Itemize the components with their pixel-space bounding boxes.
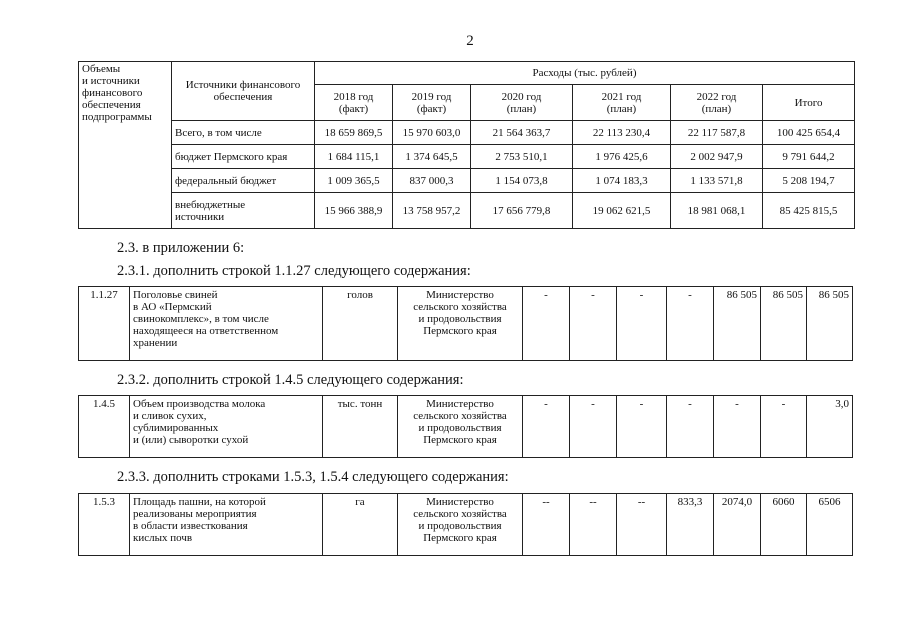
unit: га	[323, 494, 398, 556]
finance-row-header: Объемы и источники финансового обеспечения подпрограммы	[79, 62, 172, 229]
value-cell: --	[523, 494, 570, 556]
value-cell: -	[617, 396, 667, 458]
finance-cell: 1 374 645,5	[393, 145, 471, 169]
finance-cell: 22 113 230,4	[573, 121, 671, 145]
finance-cell: 15 970 603,0	[393, 121, 471, 145]
finance-cell: 21 564 363,7	[471, 121, 573, 145]
value-cell: -	[714, 396, 761, 458]
value-cell: --	[617, 494, 667, 556]
value-cell: 86 505	[761, 287, 807, 361]
paragraph-2-3: 2.3. в приложении 6:	[117, 240, 245, 256]
finance-cell: 5 208 194,7	[763, 169, 855, 193]
indicator-table-1-1-27	[78, 286, 853, 361]
source-label: Всего, в том числе	[172, 121, 315, 145]
value-cell: 833,3	[667, 494, 714, 556]
value-cell: 6060	[761, 494, 807, 556]
finance-cell: 9 791 644,2	[763, 145, 855, 169]
finance-cell: 22 117 587,8	[671, 121, 763, 145]
finance-cell: 18 659 869,5	[315, 121, 393, 145]
value-cell: --	[570, 494, 617, 556]
total-header: Итого	[763, 85, 855, 121]
finance-cell: 1 684 115,1	[315, 145, 393, 169]
finance-cell: 2 002 947,9	[671, 145, 763, 169]
value-cell: -	[617, 287, 667, 361]
indicator-table-1-4-5	[78, 395, 853, 458]
expenses-header: Расходы (тыс. рублей)	[315, 62, 855, 85]
indicator-name: Площадь пашни, на которой реализованы мероприятия в области известкования кислых почв	[130, 494, 323, 556]
paragraph-2-3-3: 2.3.3. дополнить строками 1.5.3, 1.5.4 следующего содержания:	[117, 469, 509, 485]
source-label: бюджет Пермского края	[172, 145, 315, 169]
value-cell: -	[523, 396, 570, 458]
row-number: 1.1.27	[79, 287, 130, 361]
source-label: федеральный бюджет	[172, 169, 315, 193]
finance-table	[78, 61, 855, 229]
finance-cell: 1 133 571,8	[671, 169, 763, 193]
finance-cell: 85 425 815,5	[763, 193, 855, 229]
value-cell: -	[523, 287, 570, 361]
value-cell: -	[667, 287, 714, 361]
year-header: 2021 год (план)	[573, 85, 671, 121]
unit: голов	[323, 287, 398, 361]
indicator-name: Поголовье свиней в АО «Пермский свинокомплекс», в том числе находящееся на ответственном хранении	[130, 287, 323, 361]
value-cell: -	[570, 396, 617, 458]
finance-cell: 2 753 510,1	[471, 145, 573, 169]
finance-cell: 13 758 957,2	[393, 193, 471, 229]
indicator-table-1-5-3	[78, 493, 853, 556]
indicator-name: Объем производства молока и сливок сухих, сублимированных и (или) сыворотки сухой	[130, 396, 323, 458]
page-number: 2	[466, 33, 474, 49]
year-header: 2019 год (факт)	[393, 85, 471, 121]
value-cell: 2074,0	[714, 494, 761, 556]
finance-cell: 17 656 779,8	[471, 193, 573, 229]
ministry: Министерство сельского хозяйства и продовольствия Пермского края	[398, 287, 523, 361]
finance-cell: 18 981 068,1	[671, 193, 763, 229]
year-header: 2018 год (факт)	[315, 85, 393, 121]
sources-header: Источники финансового обеспечения	[172, 62, 315, 121]
row-number: 1.5.3	[79, 494, 130, 556]
year-header: 2020 год (план)	[471, 85, 573, 121]
ministry: Министерство сельского хозяйства и продовольствия Пермского края	[398, 494, 523, 556]
value-cell: -	[570, 287, 617, 361]
finance-cell: 837 000,3	[393, 169, 471, 193]
source-label: внебюджетные источники	[172, 193, 315, 229]
value-cell: -	[667, 396, 714, 458]
finance-cell: 1 976 425,6	[573, 145, 671, 169]
row-number: 1.4.5	[79, 396, 130, 458]
value-cell: -	[761, 396, 807, 458]
finance-cell: 1 154 073,8	[471, 169, 573, 193]
year-header: 2022 год (план)	[671, 85, 763, 121]
ministry: Министерство сельского хозяйства и продовольствия Пермского края	[398, 396, 523, 458]
paragraph-2-3-2: 2.3.2. дополнить строкой 1.4.5 следующего содержания:	[117, 372, 464, 388]
unit: тыс. тонн	[323, 396, 398, 458]
finance-cell: 1 009 365,5	[315, 169, 393, 193]
value-cell: 3,0	[807, 396, 853, 458]
value-cell: 86 505	[714, 287, 761, 361]
finance-cell: 15 966 388,9	[315, 193, 393, 229]
value-cell: 6506	[807, 494, 853, 556]
finance-cell: 1 074 183,3	[573, 169, 671, 193]
paragraph-2-3-1: 2.3.1. дополнить строкой 1.1.27 следующего содержания:	[117, 263, 471, 279]
value-cell: 86 505	[807, 287, 853, 361]
finance-cell: 19 062 621,5	[573, 193, 671, 229]
finance-cell: 100 425 654,4	[763, 121, 855, 145]
